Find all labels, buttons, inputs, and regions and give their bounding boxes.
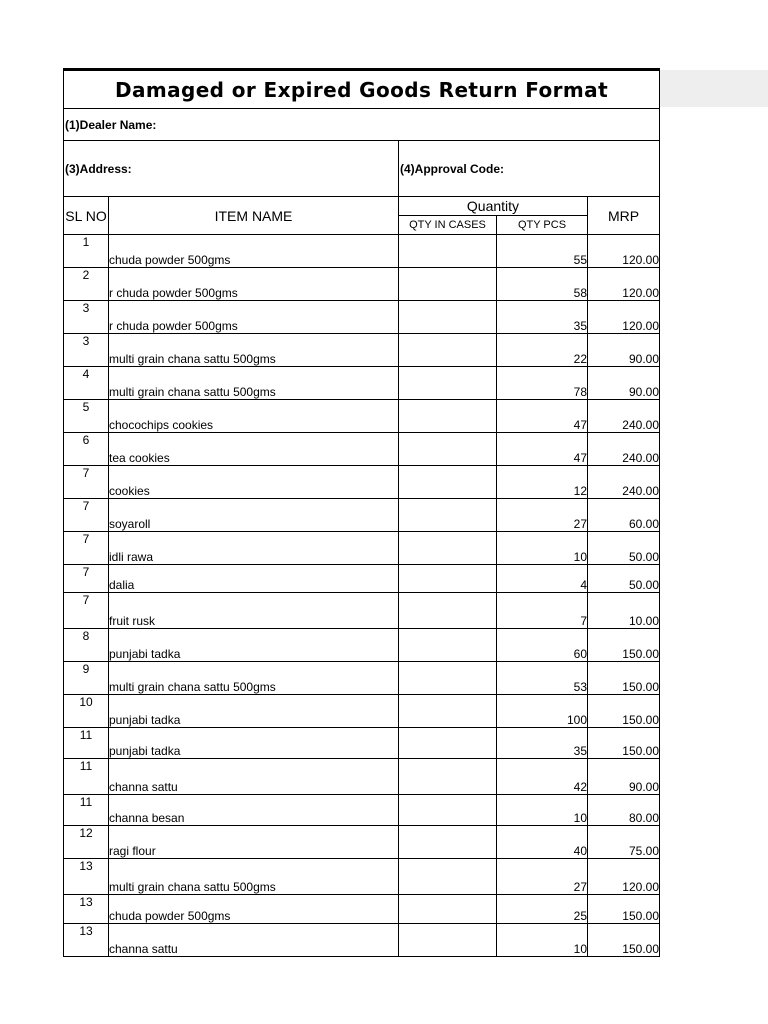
qty-cases-cell (399, 334, 497, 367)
item-name-cell: idli rawa (109, 532, 399, 565)
header-row (64, 197, 660, 216)
qty-pcs-cell: 27 (497, 859, 588, 895)
table-row (64, 593, 660, 629)
dealer-row (64, 109, 660, 141)
mrp-cell: 50.00 (588, 565, 660, 593)
return-format-table (63, 68, 660, 957)
table-row (64, 499, 660, 532)
qty-pcs-cell: 53 (497, 662, 588, 695)
qty-pcs-cell: 4 (497, 565, 588, 593)
table-row (64, 859, 660, 895)
item-name-cell: cookies (109, 466, 399, 499)
qty-cases-cell (399, 301, 497, 334)
qty-cases-cell (399, 695, 497, 728)
qty-cases-cell (399, 565, 497, 593)
sl-no-cell: 7 (64, 593, 109, 629)
mrp-cell: 120.00 (588, 859, 660, 895)
qty-pcs-cell: 47 (497, 400, 588, 433)
item-name-cell: r chuda powder 500gms (109, 268, 399, 301)
sl-no-cell: 7 (64, 565, 109, 593)
quantity-header: Quantity (399, 197, 588, 216)
mrp-cell: 90.00 (588, 759, 660, 795)
qty-pcs-cell: 55 (497, 235, 588, 268)
table-row (64, 400, 660, 433)
item-name-header: ITEM NAME (109, 197, 399, 235)
sl-no-cell: 6 (64, 433, 109, 466)
mrp-cell: 10.00 (588, 593, 660, 629)
qty-pcs-cell: 10 (497, 532, 588, 565)
qty-cases-cell (399, 593, 497, 629)
sl-no-cell: 12 (64, 826, 109, 859)
mrp-cell: 240.00 (588, 400, 660, 433)
qty-pcs-cell: 42 (497, 759, 588, 795)
sl-no-cell: 13 (64, 895, 109, 924)
address-row (64, 141, 660, 197)
mrp-cell: 120.00 (588, 235, 660, 268)
address-label: (3)Address: (64, 141, 399, 197)
mrp-cell: 150.00 (588, 695, 660, 728)
item-name-cell: multi grain chana sattu 500gms (109, 367, 399, 400)
qty-pcs-cell: 35 (497, 301, 588, 334)
table-row (64, 268, 660, 301)
qty-cases-cell (399, 499, 497, 532)
item-name-cell: ragi flour (109, 826, 399, 859)
sl-no-cell: 9 (64, 662, 109, 695)
item-name-cell: channa besan (109, 795, 399, 826)
table-row (64, 565, 660, 593)
qty-cases-cell (399, 895, 497, 924)
qty-pcs-cell: 12 (497, 466, 588, 499)
item-name-cell: fruit rusk (109, 593, 399, 629)
table-row (64, 759, 660, 795)
qty-cases-cell (399, 466, 497, 499)
item-name-cell: tea cookies (109, 433, 399, 466)
mrp-cell: 120.00 (588, 268, 660, 301)
qty-pcs-cell: 22 (497, 334, 588, 367)
item-name-cell: channa sattu (109, 924, 399, 957)
qty-pcs-header: QTY PCS (497, 216, 588, 235)
item-name-cell: chuda powder 500gms (109, 235, 399, 268)
qty-cases-cell (399, 400, 497, 433)
item-name-cell: channa sattu (109, 759, 399, 795)
mrp-cell: 80.00 (588, 795, 660, 826)
item-name-cell: multi grain chana sattu 500gms (109, 334, 399, 367)
mrp-cell: 150.00 (588, 924, 660, 957)
dealer-name-label: (1)Dealer Name: (64, 109, 660, 141)
table-row (64, 235, 660, 268)
mrp-cell: 150.00 (588, 728, 660, 759)
item-name-cell: dalia (109, 565, 399, 593)
qty-cases-cell (399, 629, 497, 662)
mrp-cell: 240.00 (588, 433, 660, 466)
mrp-cell: 150.00 (588, 895, 660, 924)
table-row (64, 629, 660, 662)
qty-cases-cell (399, 924, 497, 957)
table-row (64, 795, 660, 826)
column-overflow-strip (659, 70, 768, 107)
sl-no-cell: 13 (64, 859, 109, 895)
qty-pcs-cell: 60 (497, 629, 588, 662)
qty-cases-cell (399, 235, 497, 268)
item-rows (64, 235, 660, 957)
sl-no-cell: 7 (64, 532, 109, 565)
table-row (64, 826, 660, 859)
item-name-cell: multi grain chana sattu 500gms (109, 859, 399, 895)
title-row (64, 70, 660, 109)
mrp-cell: 150.00 (588, 629, 660, 662)
item-name-cell: multi grain chana sattu 500gms (109, 662, 399, 695)
qty-cases-cell (399, 367, 497, 400)
mrp-cell: 90.00 (588, 367, 660, 400)
item-name-cell: punjabi tadka (109, 629, 399, 662)
sl-no-cell: 11 (64, 759, 109, 795)
mrp-cell: 50.00 (588, 532, 660, 565)
mrp-cell: 240.00 (588, 466, 660, 499)
qty-pcs-cell: 25 (497, 895, 588, 924)
item-name-cell: soyaroll (109, 499, 399, 532)
table-row (64, 301, 660, 334)
qty-cases-cell (399, 532, 497, 565)
table-row (64, 924, 660, 957)
sl-no-cell: 8 (64, 629, 109, 662)
qty-cases-cell (399, 795, 497, 826)
qty-cases-cell (399, 662, 497, 695)
qty-pcs-cell: 78 (497, 367, 588, 400)
table-row (64, 695, 660, 728)
item-name-cell: punjabi tadka (109, 728, 399, 759)
table-row (64, 433, 660, 466)
table-row (64, 895, 660, 924)
qty-cases-cell (399, 728, 497, 759)
table-row (64, 532, 660, 565)
qty-pcs-cell: 10 (497, 795, 588, 826)
sl-no-cell: 11 (64, 728, 109, 759)
qty-cases-cell (399, 859, 497, 895)
qty-pcs-cell: 47 (497, 433, 588, 466)
qty-pcs-cell: 7 (497, 593, 588, 629)
mrp-cell: 60.00 (588, 499, 660, 532)
sl-no-cell: 7 (64, 466, 109, 499)
approval-code-label: (4)Approval Code: (399, 141, 660, 197)
qty-pcs-cell: 27 (497, 499, 588, 532)
sl-no-cell: 3 (64, 301, 109, 334)
qty-pcs-cell: 58 (497, 268, 588, 301)
qty-pcs-cell: 100 (497, 695, 588, 728)
sl-no-cell: 1 (64, 235, 109, 268)
mrp-cell: 75.00 (588, 826, 660, 859)
qty-cases-cell (399, 268, 497, 301)
sl-no-header: SL NO (64, 197, 109, 235)
table-row (64, 466, 660, 499)
sl-no-cell: 13 (64, 924, 109, 957)
qty-pcs-cell: 35 (497, 728, 588, 759)
item-name-cell: chocochips cookies (109, 400, 399, 433)
mrp-header: MRP (588, 197, 660, 235)
sl-no-cell: 11 (64, 795, 109, 826)
table-row (64, 334, 660, 367)
sl-no-cell: 3 (64, 334, 109, 367)
sl-no-cell: 4 (64, 367, 109, 400)
sl-no-cell: 2 (64, 268, 109, 301)
qty-cases-cell (399, 826, 497, 859)
page-title: Damaged or Expired Goods Return Format (64, 70, 660, 109)
table-row (64, 367, 660, 400)
mrp-cell: 150.00 (588, 662, 660, 695)
qty-cases-cell (399, 433, 497, 466)
sl-no-cell: 5 (64, 400, 109, 433)
table-row (64, 662, 660, 695)
sl-no-cell: 7 (64, 499, 109, 532)
item-name-cell: punjabi tadka (109, 695, 399, 728)
item-name-cell: chuda powder 500gms (109, 895, 399, 924)
qty-pcs-cell: 10 (497, 924, 588, 957)
table-row (64, 728, 660, 759)
qty-in-cases-header: QTY IN CASES (399, 216, 497, 235)
mrp-cell: 120.00 (588, 301, 660, 334)
mrp-cell: 90.00 (588, 334, 660, 367)
qty-pcs-cell: 40 (497, 826, 588, 859)
qty-cases-cell (399, 759, 497, 795)
item-name-cell: r chuda powder 500gms (109, 301, 399, 334)
sl-no-cell: 10 (64, 695, 109, 728)
